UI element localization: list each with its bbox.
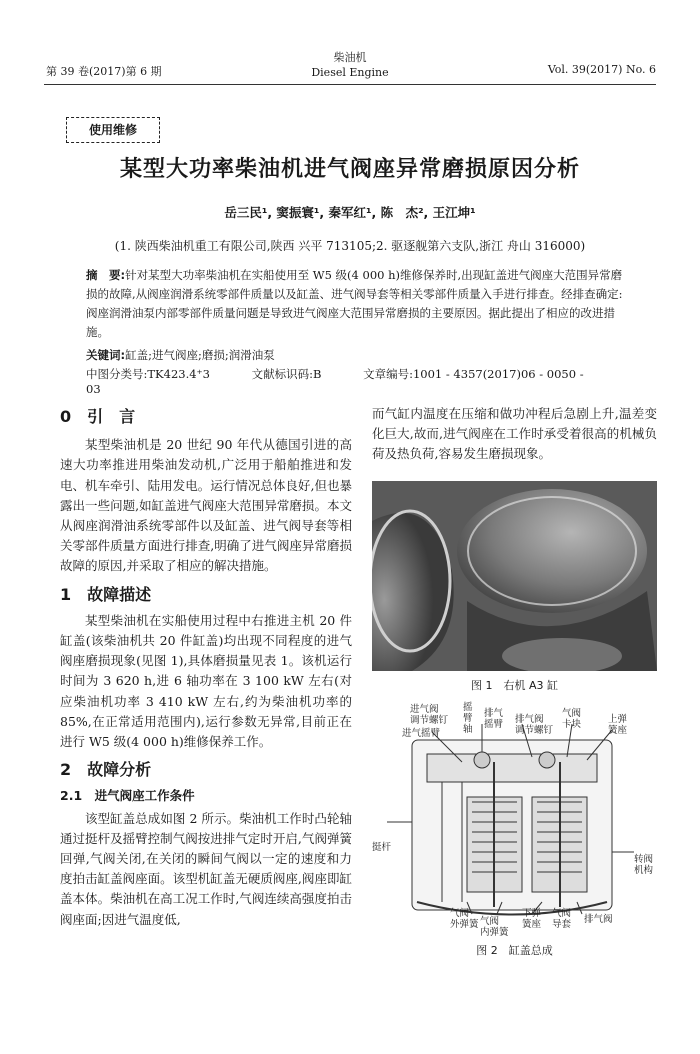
figure-1-caption: 图 1 右机 A3 缸 bbox=[470, 679, 558, 692]
figure-2-diagram bbox=[372, 702, 657, 938]
keywords-text: 缸盖;进气阀座;磨损;润滑油泵 bbox=[125, 348, 275, 362]
journal-name-en: Diesel Engine bbox=[311, 66, 389, 79]
cylinder-head-photo bbox=[372, 481, 657, 671]
section-tag: 使用维修 bbox=[66, 117, 160, 143]
article-title: 某型大功率柴油机进气阀座异常磨损原因分析 bbox=[119, 157, 580, 182]
abstract-text: 针对某型大功率柴油机在实船使用至 W5 级(4 000 h)维修保养时,出现缸盖进气阀座大范围异常磨损的故障,从阀座润滑系统零部件质量以及缸盖、进气阀导套等相关零部件质量入手进行排查。经排查确定:阀座润滑油泵内部零部件质量问题是导致进气阀座大范围异常磨损的主要原因。据此提出了相应的改进措施。 bbox=[86, 268, 623, 339]
section-1-paragraph: 某型柴油机在实船使用过程中右推进主机 20 件缸盖(该柴油机共 20 件缸盖)均出现不同程度的进气阀座磨损现象(见图 1),具体磨损量见表 1。该机运行时间为 3 620 h,进 6 轴功率在 3 100 kW 左右(对应柴油机功率 3 410 kW 左右,约为柴油机功率的 85%,在正常适用范围内),运行参数无异常,目前正在进行 W5 级(4 000 h)维修保养工作。 bbox=[60, 612, 352, 750]
exhaust-valve-label: 排气阀 bbox=[584, 914, 613, 925]
intake-rocker-label: 进气摇臂 bbox=[402, 728, 441, 739]
abstract-label: 摘 要: bbox=[86, 268, 126, 282]
figure-2-caption: 图 2 缸盖总成 bbox=[476, 944, 553, 957]
exhaust-valve-adjust-screw-label: 排气阀 调节螺钉 bbox=[515, 714, 554, 736]
left-column bbox=[60, 407, 352, 930]
right-column-paragraph: 而气缸内温度在压缩和做功冲程后急剧上升,温差变化巨大,故而,进气阀座在工作时承受着很高的机械负荷及热负荷,容易发生磨损现象。 bbox=[372, 406, 657, 462]
section-2-heading: 2 故障分析 bbox=[60, 760, 152, 780]
section-2-1-heading: 2.1 进气阀座工作条件 bbox=[60, 788, 195, 804]
clc-number: 中图分类号:TK423.4⁺3 bbox=[86, 367, 210, 381]
exhaust-rocker-label: 排气 摇臂 bbox=[484, 708, 504, 730]
valve-collet-label: 气阀 卡块 bbox=[562, 708, 582, 730]
keywords bbox=[86, 347, 626, 363]
intake-valve-adjust-screw-label: 进气阀 调节螺钉 bbox=[410, 704, 449, 726]
affiliation: (1. 陕西柴油机重工有限公司,陕西 兴平 713105;2. 驱逐舰第六支队,浙江 舟山 316000) bbox=[114, 239, 586, 253]
header-rule bbox=[44, 84, 656, 85]
upper-spring-seat-label: 上弹 簧座 bbox=[608, 714, 628, 736]
section-0-paragraph: 某型柴油机是 20 世纪 90 年代从德国引进的高速大功率推进用柴油发动机,广泛用于船舶推进和发电、机车牵引、陆用发电。运行情况总体良好,但也暴露出一些问题,如缸盖进气阀座大范围异常磨损。本文从阀座润滑油系统零部件以及缸盖、进气阀导套等相关零部件质量方面进行排查,明确了进气阀座异常磨损故障的原因,并采取了相应的解决措施。 bbox=[60, 437, 352, 574]
valve-rotator-label: 转阀 机构 bbox=[634, 854, 654, 876]
volume-issue-en: Vol. 39(2017) No. 6 bbox=[547, 63, 656, 76]
document-code: 文献标识码:B bbox=[251, 367, 322, 381]
section-0-heading: 0 引 言 bbox=[60, 407, 136, 426]
right-column bbox=[372, 404, 657, 465]
article-number: 文章编号:1001 - 4357(2017)06 - 0050 - 03 bbox=[86, 367, 584, 396]
keywords-label: 关键词: bbox=[86, 348, 126, 362]
section-1-heading: 1 故障描述 bbox=[60, 584, 152, 604]
tappet-label: 挺杆 bbox=[372, 842, 392, 853]
abstract bbox=[86, 266, 626, 342]
authors: 岳三民¹, 窦振寰¹, 秦军红¹, 陈 杰², 王江坤¹ bbox=[224, 205, 476, 220]
valve-guide-label: 气阀 导套 bbox=[552, 908, 572, 930]
classification-line bbox=[86, 366, 626, 396]
rocker-shaft-label: 摇 臂 轴 bbox=[463, 702, 473, 735]
figure-1-photo bbox=[372, 481, 657, 671]
volume-issue: 第 39 卷(2017)第 6 期 bbox=[46, 65, 162, 78]
section-2-paragraph: 该型缸盖总成如图 2 所示。柴油机工作时凸轮轴通过挺杆及摇臂控制气阀按进排气定时开启,气阀弹簧回弹,气阀关闭,在关闭的瞬间气阀以一定的速度和力度拍击缸盖阀座面。该型机缸盖无硬质阀座,阀座即缸盖本体。柴油机在高工况工作时,气阀连续高强度拍击阀座面;因进气温度低, bbox=[60, 810, 352, 927]
lower-spring-seat-label: 下弹 簧座 bbox=[522, 908, 542, 930]
journal-name-cn: 柴油机 bbox=[333, 51, 367, 64]
outer-valve-spring-label: 气阀 外弹簧 bbox=[450, 908, 479, 930]
inner-valve-spring-label: 气阀 内弹簧 bbox=[480, 916, 509, 938]
